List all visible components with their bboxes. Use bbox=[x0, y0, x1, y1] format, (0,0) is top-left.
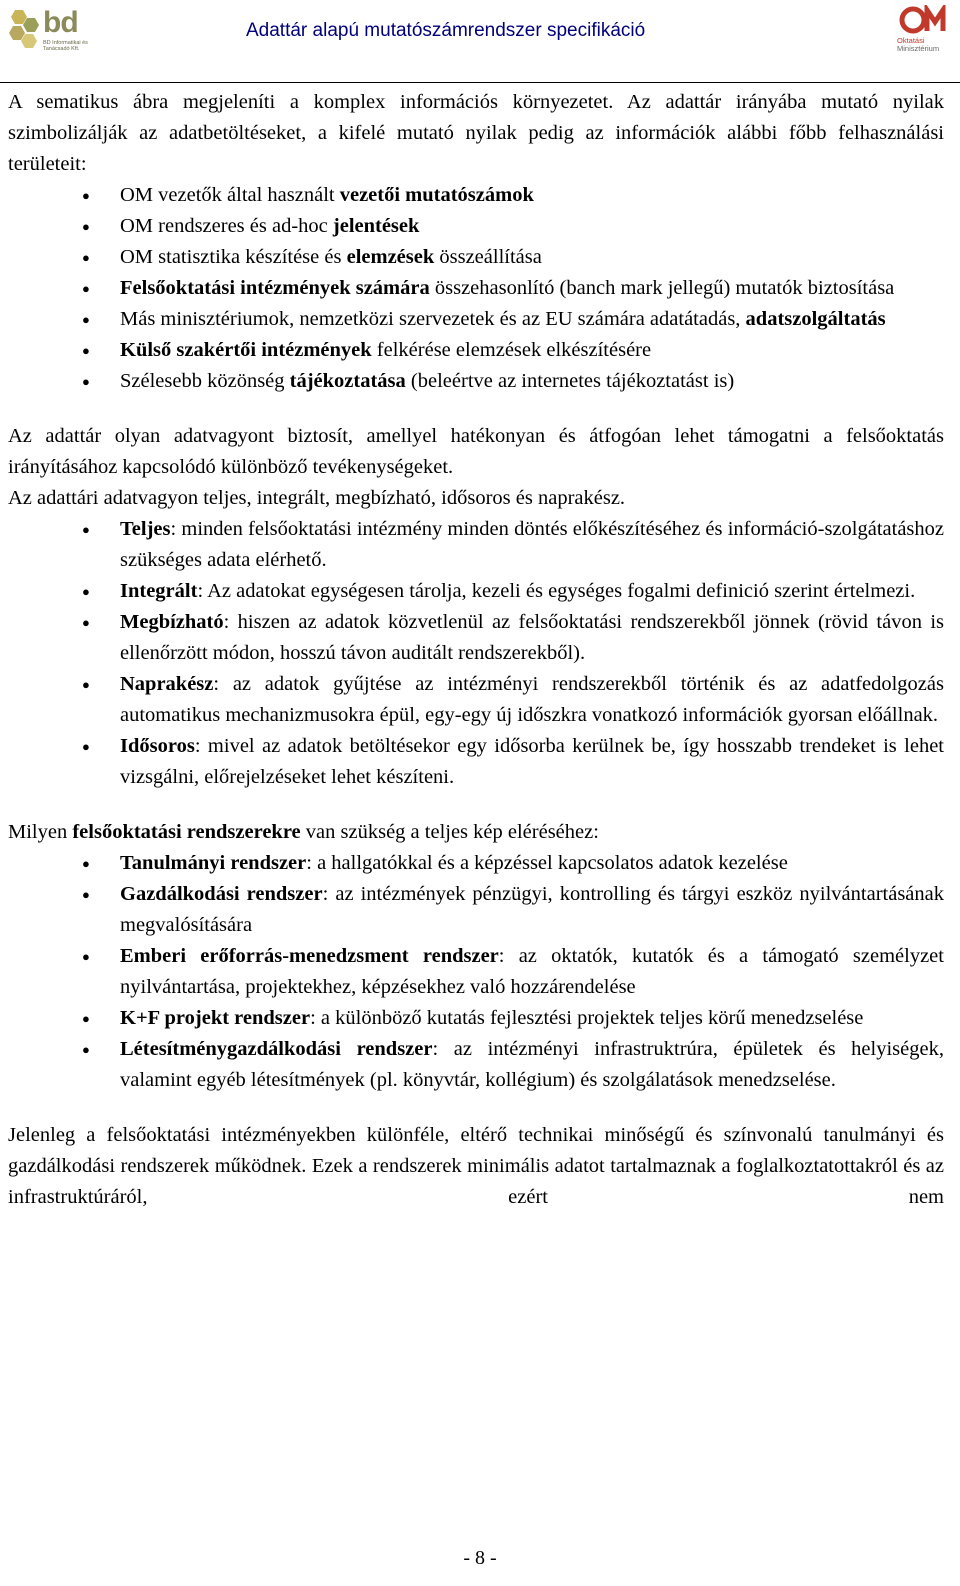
list-item: ● Külső szakértői intézmények felkérése elemzések elkészítésére bbox=[8, 335, 944, 366]
paragraph-systems-needed: Milyen felsőoktatási rendszerekre van szükség a teljes kép eléréséhez: bbox=[8, 821, 599, 843]
document-body bbox=[8, 87, 944, 1213]
list-item: ● Naprakész: az adatok gyűjtése az intézményi rendszerekből történik és az adatfedolgozás automatikus mechanizmusokra épül, egy-egy új időszkra vonatkozó információk gyorsan előállnak. bbox=[8, 669, 944, 731]
list-item: ● Megbízható: hiszen az adatok közvetlenül az felsőoktatási rendszerekből jönnek (rövid távon is ellenőrzött módon, hosszú távon auditált rendszerekből). bbox=[8, 607, 944, 669]
list-item: ● K+F projekt rendszer: a különböző kutatás fejlesztési projektek teljes körű menedzselése bbox=[8, 1003, 944, 1034]
list-item: ● Felsőoktatási intézmények számára összehasonlító (banch mark jellegű) mutatók biztosítása bbox=[8, 273, 944, 304]
paragraph-current-state: Jelenleg a felsőoktatási intézményekben különféle, eltérő technikai minőségű és színvonalú tanulmányi és gazdálkodási rendszerek működnek. Ezek a rendszerek minimális adatot tartalmaznak a foglalkoztatottakról és az infrastruktúráról, ezért nem bbox=[8, 1124, 944, 1208]
bd-logo-subtitle: BD Informatikai és Tanácsadó Kft. bbox=[43, 40, 88, 52]
paragraph-data-assets: Az adattár olyan adatvagyont biztosít, amellyel hatékonyan és átfogóan lehet támogatni a felsőoktatás irányításához kapcsolódó különböző tevékenységeket. bbox=[8, 425, 944, 478]
properties-list bbox=[8, 514, 944, 793]
systems-list bbox=[8, 848, 944, 1096]
usage-areas-list bbox=[8, 180, 944, 397]
paragraph-properties: Az adattári adatvagyon teljes, integrált, megbízható, idősoros és naprakész. bbox=[8, 487, 626, 509]
document-title: Adattár alapú mutatószámrendszer specifikáció bbox=[246, 20, 646, 41]
bd-hexagon-icon bbox=[5, 8, 43, 48]
om-logo-icon bbox=[899, 5, 949, 37]
list-item: ● OM statisztika készítése és elemzések összeállítása bbox=[8, 242, 944, 273]
paragraph-intro: A sematikus ábra megjeleníti a komplex információs környezetet. Az adattár irányába mutató nyilak szimbolizálják az adatbetöltéseket, a kifelé mutató nyilak pedig az információk alábbi főbb felhasználási területeit: bbox=[8, 91, 944, 175]
om-logo bbox=[895, 5, 953, 55]
list-item: ● Emberi erőforrás-menedzsment rendszer: az oktatók, kutatók és a támogató személyzet nyilvántartása, projektekhez, képzésekhez való hozzárendelése bbox=[8, 941, 944, 1003]
list-item: ● Idősoros: mivel az adatok betöltésekor egy idősorba kerülnek be, így hosszabb trendeket is lehet vizsgálni, előrejelzéseket lehet készíteni. bbox=[8, 731, 944, 793]
list-item: ● Teljes: minden felsőoktatási intézmény minden döntés előkészítéséhez és információ-szolgátatáshoz szükséges adata elérhető. bbox=[8, 514, 944, 576]
list-item: ● Gazdálkodási rendszer: az intézmények pénzügyi, kontrolling és tárgyi eszköz nyilvántartásának megvalósítására bbox=[8, 879, 944, 941]
bd-logo bbox=[5, 6, 115, 54]
list-item: ● OM vezetők által használt vezetői mutatószámok bbox=[8, 180, 944, 211]
om-logo-subtitle: Oktatási Minisztérium bbox=[897, 36, 940, 53]
list-item: ● Tanulmányi rendszer: a hallgatókkal és a képzéssel kapcsolatos adatok kezelése bbox=[8, 848, 944, 879]
bd-logo-text: bd bbox=[43, 6, 78, 39]
list-item: ● OM rendszeres és ad-hoc jelentések bbox=[8, 211, 944, 242]
list-item: ● Szélesebb közönség tájékoztatása (beleértve az internetes tájékoztatást is) bbox=[8, 366, 944, 397]
list-item: ● Más minisztériumok, nemzetközi szervezetek és az EU számára adatátadás, adatszolgáltatás bbox=[8, 304, 944, 335]
list-item: ● Integrált: Az adatokat egységesen tárolja, kezeli és egységes fogalmi definició szerint értelmezi. bbox=[8, 576, 944, 607]
page-header bbox=[0, 0, 960, 83]
page-number: - 8 - bbox=[463, 1547, 497, 1569]
list-item: ● Létesítménygazdálkodási rendszer: az intézményi infrastruktrúra, épületek és helyiségek, valamint egyéb létesítmények (pl. könyvtár, kollégium) és szolgálatások menedzselése. bbox=[8, 1034, 944, 1096]
